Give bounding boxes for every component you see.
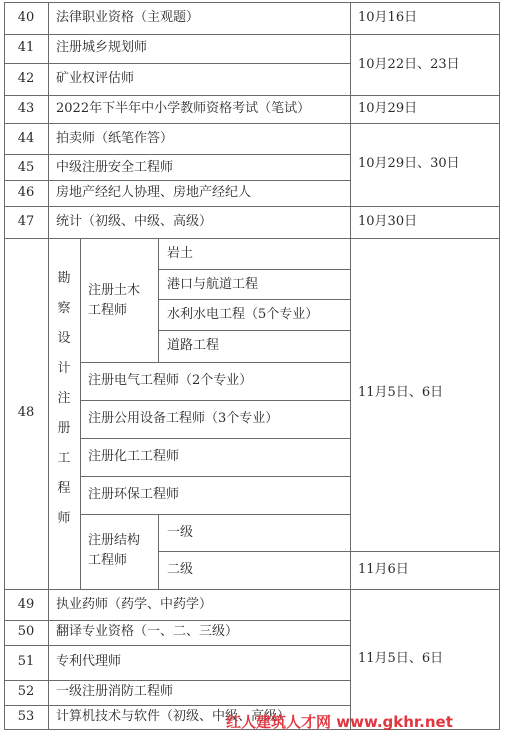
row-number: 44 (17, 131, 35, 146)
exam-name: 一级注册消防工程师 (56, 684, 174, 699)
structural-level-1: 一级 (167, 525, 194, 540)
row-number: 47 (17, 214, 35, 229)
exam-date: 11月5日、6日 (358, 385, 444, 400)
row-divider (4, 705, 350, 706)
exam-date: 10月22日、23日 (358, 57, 460, 72)
exam-name: 计算机技术与软件（初级、中级、高级） (56, 709, 291, 724)
column-divider (48, 2, 49, 730)
row-divider (4, 645, 350, 646)
structural-level-2: 二级 (167, 562, 194, 577)
row-divider (350, 551, 500, 552)
row-divider (4, 154, 350, 155)
exam-name: 注册城乡规划师 (56, 40, 148, 55)
category-char: 计 (57, 361, 71, 376)
chemical-engineer: 注册化工工程师 (88, 449, 180, 464)
row-divider (80, 514, 350, 515)
row-divider (80, 438, 350, 439)
row-number: 51 (17, 654, 35, 669)
row-divider (4, 34, 500, 35)
row-divider (158, 551, 350, 552)
row-number: 42 (17, 71, 35, 86)
row-divider (158, 269, 350, 270)
row-number: 41 (17, 40, 35, 55)
row-divider (4, 63, 350, 64)
column-divider (158, 238, 159, 362)
category-char: 师 (57, 511, 71, 526)
row-divider (4, 589, 500, 590)
row-divider (158, 330, 350, 331)
exam-date: 10月30日 (358, 214, 418, 229)
category-char: 注 (57, 391, 71, 406)
row-number: 45 (17, 160, 35, 175)
electrical-engineer: 注册电气工程师（2个专业） (88, 373, 253, 388)
exam-name: 中级注册安全工程师 (56, 160, 174, 175)
utility-engineer: 注册公用设备工程师（3个专业） (88, 411, 279, 426)
column-divider (80, 238, 81, 589)
category-char: 设 (57, 331, 71, 346)
row-number: 52 (17, 684, 35, 699)
structural-engineer-label: 工程师 (88, 553, 128, 568)
exam-name: 房地产经纪人协理、房地产经纪人 (56, 185, 252, 200)
civil-sub-port: 港口与航道工程 (167, 277, 259, 292)
row-number: 49 (17, 597, 35, 612)
row-divider (4, 620, 350, 621)
row-divider (80, 476, 350, 477)
column-divider (499, 2, 500, 730)
column-divider (158, 514, 159, 589)
structural-engineer-label: 注册结构 (88, 533, 141, 548)
category-char: 工 (57, 451, 71, 466)
row-divider (158, 299, 350, 300)
row-divider (4, 95, 500, 96)
exam-name: 2022年下半年中小学教师资格考试（笔试） (56, 101, 311, 116)
row-number: 50 (17, 624, 35, 639)
exam-date: 11月6日 (358, 562, 409, 577)
exam-date: 11月5日、6日 (358, 651, 444, 666)
row-number: 40 (17, 10, 35, 25)
exam-date: 10月29日、30日 (358, 156, 460, 171)
category-vertical-label (54, 271, 74, 541)
civil-sub-geotech: 岩土 (167, 246, 194, 261)
exam-name: 法律职业资格（主观题） (56, 10, 200, 25)
row-divider (4, 680, 350, 681)
environment-engineer: 注册环保工程师 (88, 487, 180, 502)
exam-date: 10月29日 (358, 101, 418, 116)
exam-name: 专利代理师 (56, 654, 122, 669)
civil-sub-hydro: 水利水电工程（5个专业） (167, 307, 319, 322)
exam-name: 统计（初级、中级、高级） (56, 214, 213, 229)
exam-date: 10月16日 (358, 10, 418, 25)
row-divider (4, 2, 500, 3)
row-divider (4, 180, 350, 181)
column-divider (350, 2, 351, 730)
row-divider (4, 206, 500, 207)
row-number: 43 (17, 101, 35, 116)
civil-engineer-label: 工程师 (88, 303, 128, 318)
category-char: 察 (57, 301, 71, 316)
row-divider (4, 123, 500, 124)
exam-name: 矿业权评估师 (56, 71, 135, 86)
category-char: 程 (57, 481, 71, 496)
watermark: 红人建筑人才网 www.gkhr.net (226, 713, 453, 731)
row-number: 53 (17, 709, 35, 724)
exam-name: 执业药师（药学、中药学） (56, 597, 213, 612)
row-divider (80, 362, 350, 363)
exam-name: 拍卖师（纸笔作答） (56, 131, 174, 146)
category-char: 册 (57, 421, 71, 436)
exam-name: 翻译专业资格（一、二、三级） (56, 624, 239, 639)
row-number: 46 (17, 185, 35, 200)
row-divider (4, 238, 500, 239)
civil-engineer-label: 注册土木 (88, 283, 141, 298)
row-number: 48 (17, 405, 35, 420)
category-char: 勘 (57, 271, 71, 286)
row-divider (80, 400, 350, 401)
civil-sub-road: 道路工程 (167, 338, 220, 353)
